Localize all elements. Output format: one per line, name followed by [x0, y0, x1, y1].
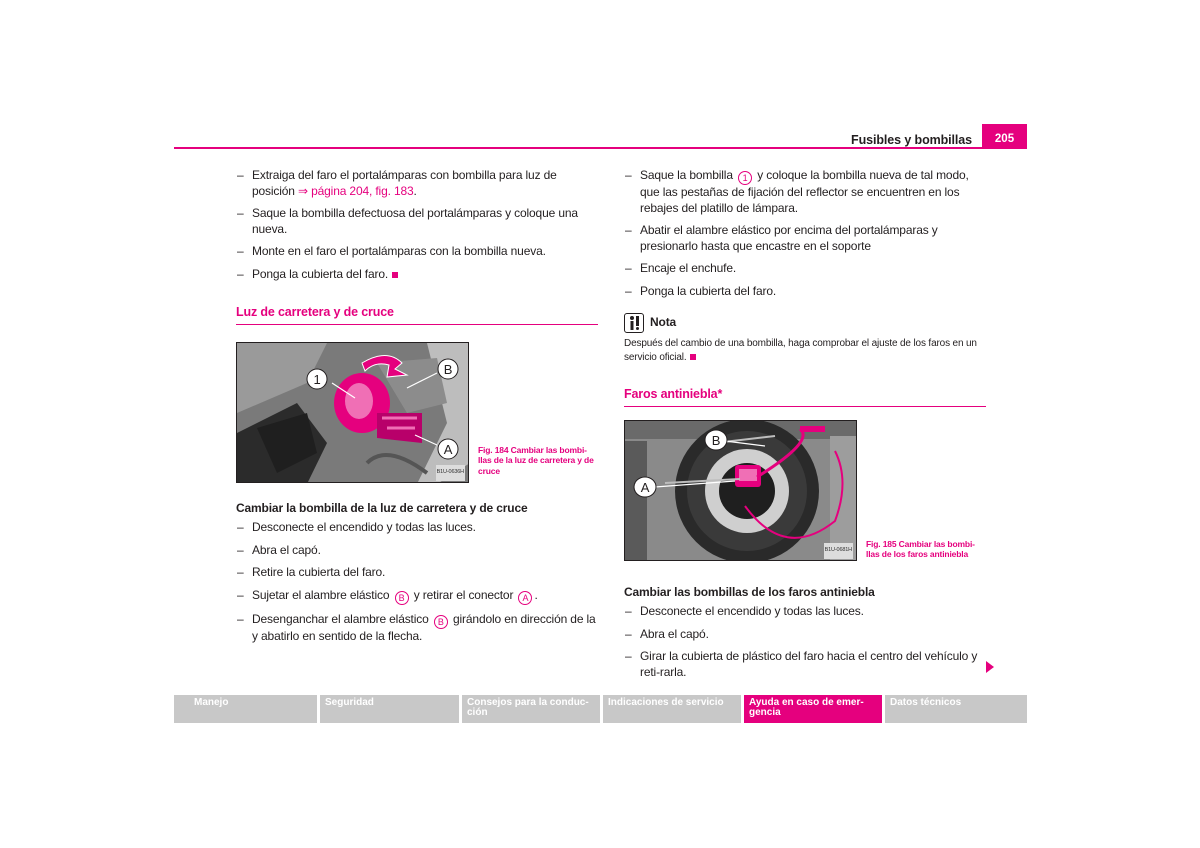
fog-lamp-illustration [625, 421, 857, 561]
tab-indicaciones[interactable]: Indicaciones de servicio [603, 695, 741, 723]
list-item: – Desenganchar el alambre elástico B girándolo en dirección de la y abatirlo en sentido de la flecha. [236, 612, 598, 645]
note-header [624, 313, 986, 333]
header-rule [174, 147, 1027, 149]
callout-b: B [434, 615, 448, 629]
list-item: – Abra el capó. [236, 543, 598, 559]
list-item: – Encaje el enchufe. [624, 261, 986, 277]
tab-seguridad[interactable]: Seguridad [320, 695, 459, 723]
left-column [236, 168, 598, 651]
note-title: Nota [650, 315, 677, 330]
list-item: – Saque la bombilla 1 y coloque la bombilla nueva de tal modo, que las pestañas de fijación del reflector se encuentren en los rebajes del platillo de lámpara. [624, 168, 986, 216]
tab-ayuda[interactable]: Ayuda en caso de emer-gencia [744, 695, 882, 723]
list-item: – Abra el capó. [624, 627, 986, 643]
figure-label-a: A [443, 441, 453, 457]
figure-image [236, 342, 469, 483]
figure-184 [236, 337, 598, 483]
note-text: Después del cambio de una bombilla, haga comprobar el ajuste de los faros en un servicio oficial. [624, 338, 977, 363]
continue-arrow-icon [986, 661, 994, 673]
section-end-mark [690, 354, 696, 360]
list-item: – Monte en el faro el portalámparas con la bombilla nueva. [236, 244, 598, 260]
list-item: – Ponga la cubierta del faro. [236, 267, 598, 283]
figure-image [624, 420, 857, 561]
list-item: – Retire la cubierta del faro. [236, 565, 598, 581]
tab-datos-tecnicos[interactable]: Datos técnicos [885, 695, 1027, 723]
list-item: – Abatir el alambre elástico por encima del portalámparas y presionarlo hasta que encastre en el soporte [624, 223, 986, 254]
list-item: – Saque la bombilla defectuosa del portalámparas y coloque una nueva. [236, 206, 598, 237]
callout-b: B [395, 591, 409, 605]
page-number: 205 [982, 124, 1027, 148]
list-item: – Desconecte el encendido y todas las luces. [624, 604, 986, 620]
chapter-tab-bar [174, 695, 1027, 723]
info-note-icon [624, 313, 644, 333]
page-link[interactable]: ⇒ página 204, fig. 183 [298, 183, 414, 198]
list-item: – Sujetar el alambre elástico B y retirar el conector A . [236, 588, 598, 605]
figure-label-b: B [443, 361, 453, 377]
figure-caption: Fig. 185 Cambiar las bombi-llas de los faros antiniebla [866, 538, 975, 559]
figure-caption: Fig. 184 Cambiar las bombi-llas de la luz de carretera y de cruce [478, 444, 594, 476]
figure-185 [624, 419, 986, 563]
callout-a: A [518, 591, 532, 605]
list-item: – Extraiga del faro el portalámparas con bombilla para luz de posición ⇒ página 204, fig. 183. [236, 168, 598, 199]
list-item: – Ponga la cubierta del faro. [624, 284, 986, 300]
section-end-mark [392, 272, 398, 278]
figure-label-b: B [711, 432, 721, 448]
callout-1: 1 [738, 171, 752, 185]
right-column [624, 168, 986, 687]
tab-manejo[interactable]: Manejo [174, 695, 317, 723]
section-heading: Luz de carretera y de cruce [236, 305, 598, 325]
tab-consejos[interactable]: Consejos para la conduc-ción [462, 695, 600, 723]
section-heading: Faros antiniebla* [624, 387, 986, 407]
list-item: – Desconecte el encendido y todas las luces. [236, 520, 598, 536]
figure-code: B1U-0636H [436, 465, 465, 481]
sub-heading: Cambiar la bombilla de la luz de carretera y de cruce [236, 500, 528, 515]
figure-label-a: A [640, 479, 650, 495]
headlamp-illustration [237, 343, 469, 483]
list-item: – Girar la cubierta de plástico del faro hacia el centro del vehículo y reti-rarla. [624, 649, 986, 680]
figure-code: B1U-0681H [824, 543, 853, 559]
running-header-title: Fusibles y bombillas [851, 133, 972, 147]
figure-label-1: 1 [313, 371, 321, 387]
sub-heading: Cambiar las bombillas de los faros antiniebla [624, 584, 875, 599]
